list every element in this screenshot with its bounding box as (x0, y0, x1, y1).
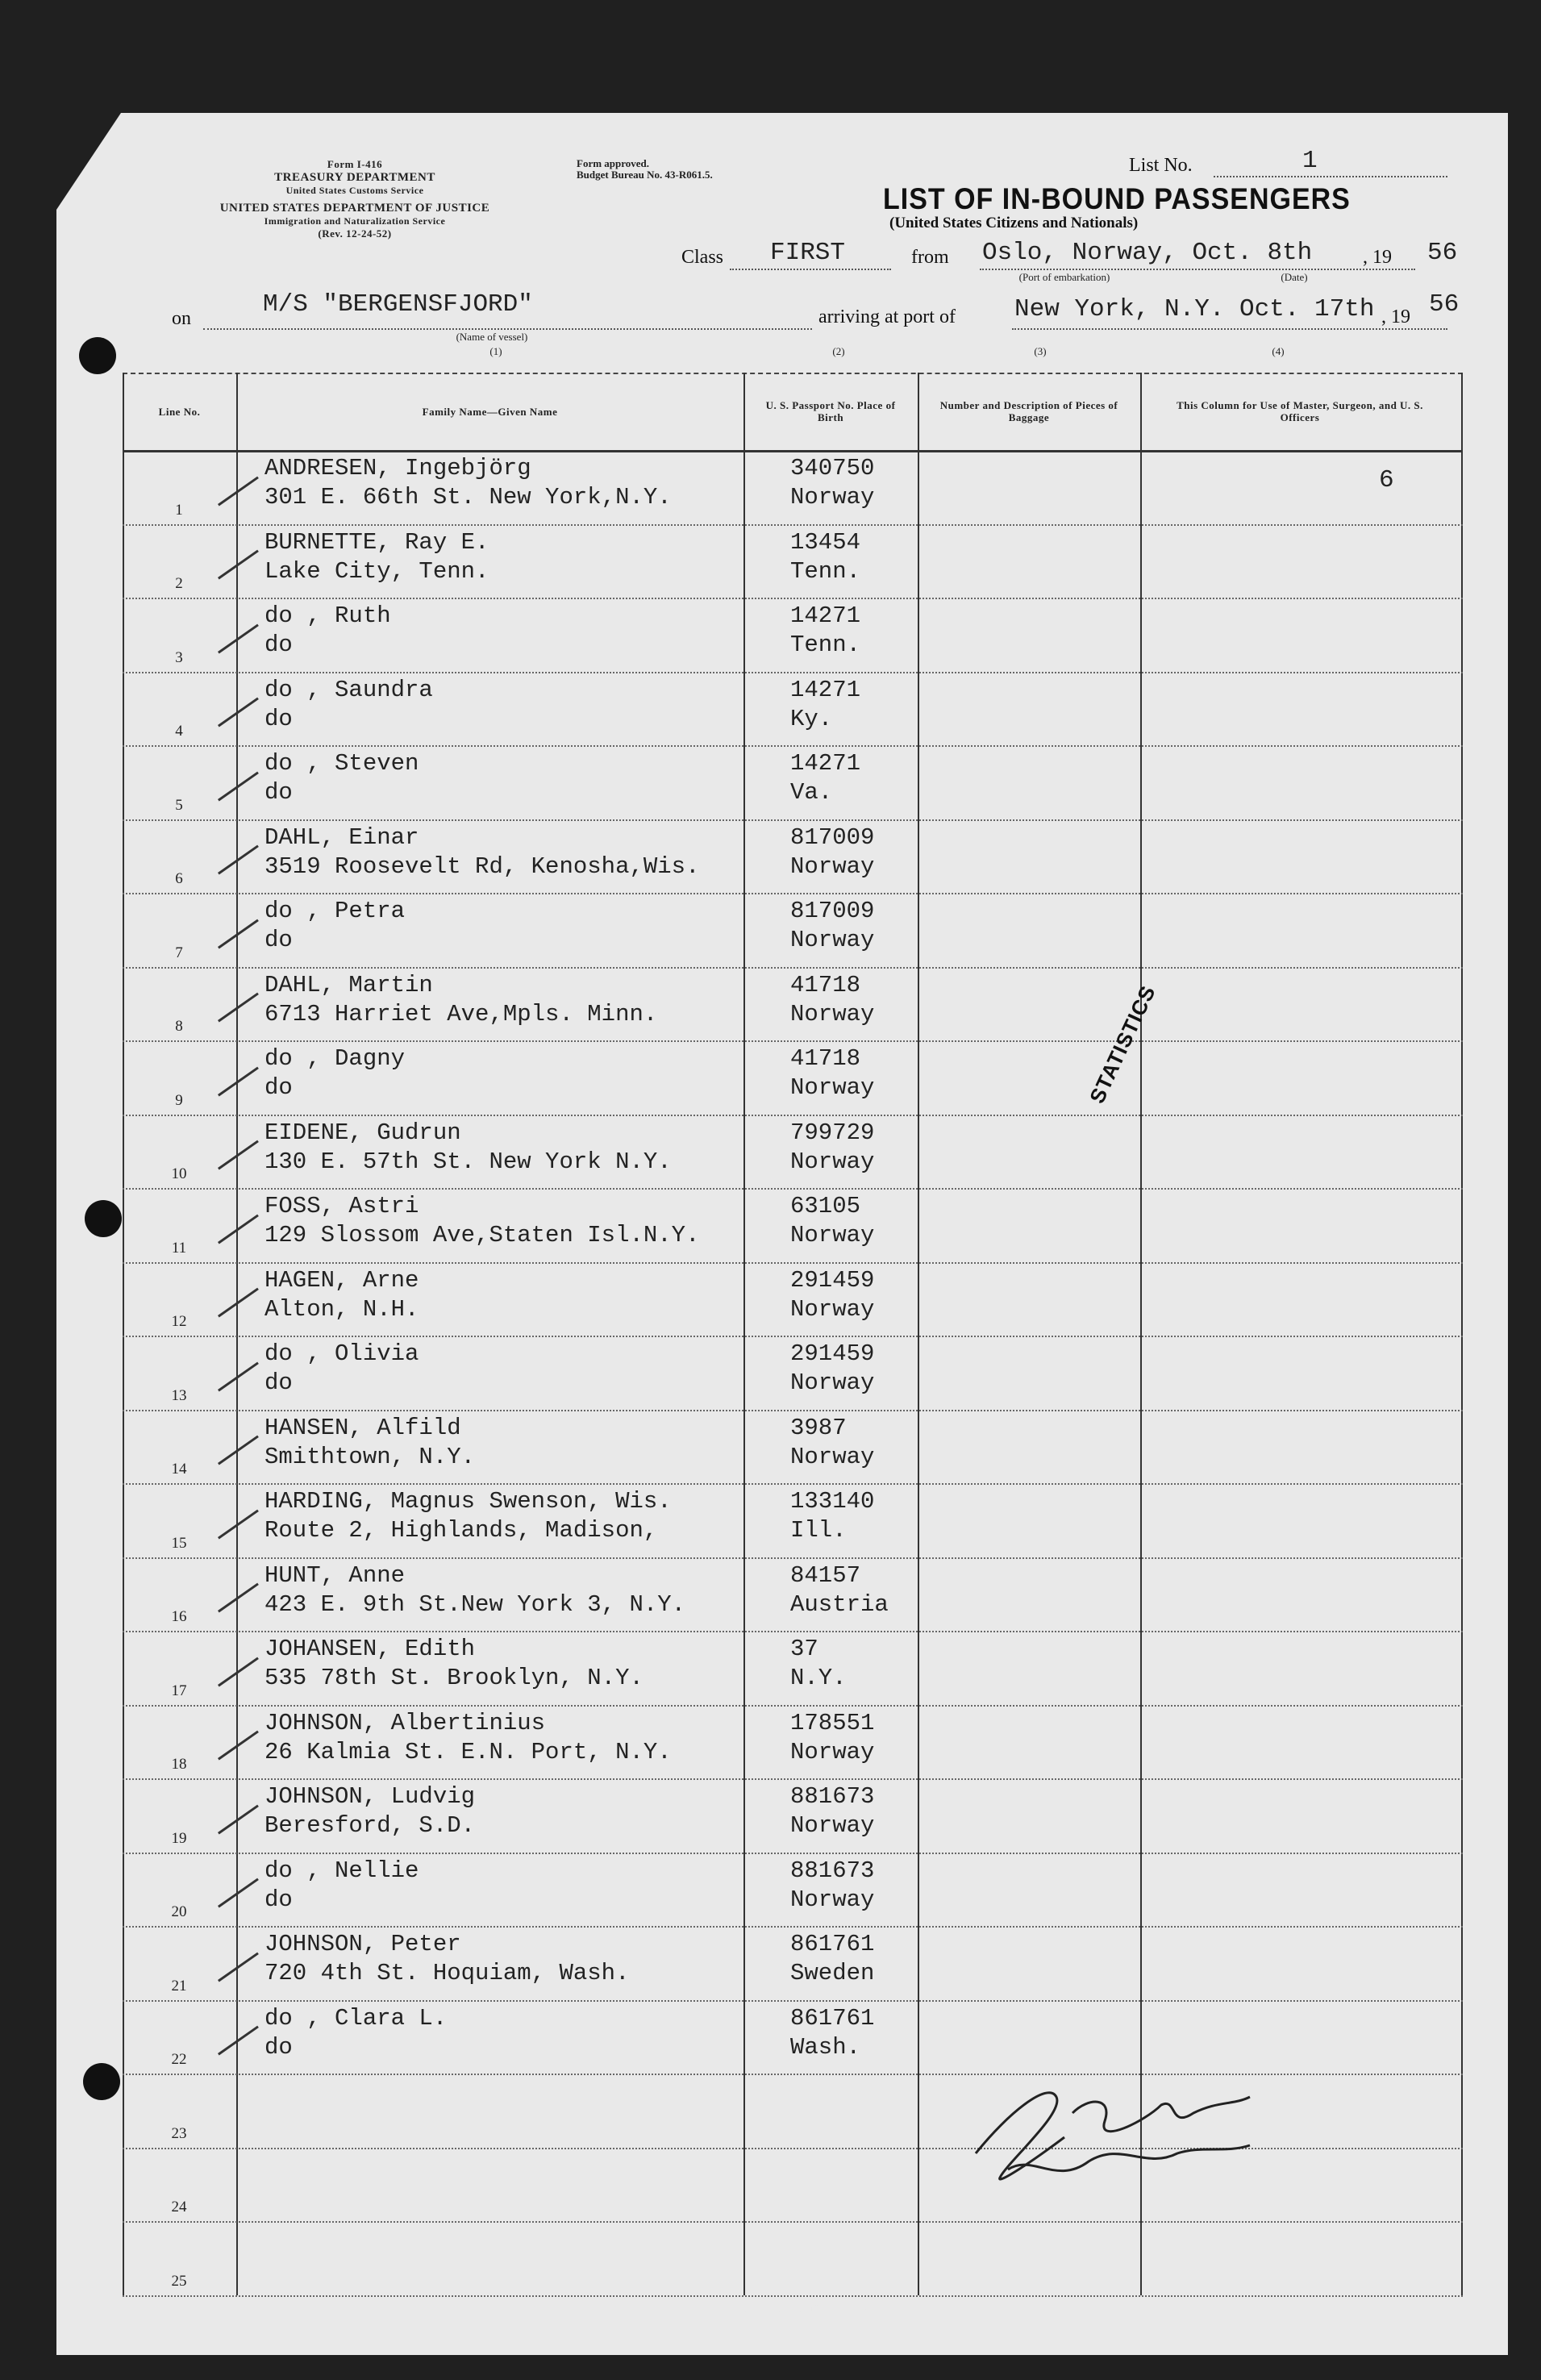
page-subtitle: (United States Citizens and Nationals) (889, 215, 1139, 231)
form-approved: Form approved. (577, 157, 650, 169)
passenger-address: do (264, 705, 293, 732)
approval-info (577, 158, 754, 181)
table-row (123, 1926, 1463, 2000)
passenger-name: JOHNSON, Peter (264, 1931, 461, 1957)
punch-hole-icon (83, 2063, 120, 2100)
passenger-name: do , Clara L. (264, 2004, 448, 2032)
passenger-address: Alton, N.H. (264, 1295, 419, 1323)
line-number: 20 (171, 1903, 187, 1920)
line-number: 17 (171, 1682, 187, 1699)
passenger-address: do (264, 779, 293, 806)
table-row (123, 1336, 1463, 1410)
budget-bureau: Budget Bureau No. 43-R061.5. (577, 169, 713, 181)
table-row (123, 2000, 1463, 2074)
table-row (123, 967, 1463, 1041)
class-label: Class (681, 247, 724, 268)
table-row (123, 1040, 1463, 1115)
passenger-address: Route 2, Highlands, Madison, (264, 1517, 658, 1544)
passport-number: 861761 (790, 2004, 875, 2032)
table-row (123, 2221, 1463, 2295)
passport-number: 84157 (790, 1561, 861, 1589)
passenger-address: do (264, 1369, 293, 1396)
year-prefix-2: , 19 (1381, 306, 1410, 327)
passenger-address: 6713 Harriet Ave,Mpls. Minn. (264, 1000, 658, 1027)
passenger-address: do (264, 927, 293, 953)
passport-number: 861761 (790, 1931, 875, 1957)
table-row (123, 1483, 1463, 1557)
passenger-name: JOHANSEN, Edith (264, 1636, 476, 1662)
year-prefix: , 19 (1363, 247, 1392, 268)
place-of-birth: Norway (790, 1812, 875, 1839)
passenger-name: JOHNSON, Ludvig (264, 1783, 476, 1810)
table-row (123, 1410, 1463, 1484)
line-number: 8 (175, 1018, 183, 1035)
table-row (123, 524, 1463, 598)
line-number: 9 (175, 1091, 183, 1109)
passenger-name: do , Nellie (264, 1857, 419, 1884)
vessel-name: M/S "BERGENSFJORD" (263, 290, 533, 319)
place-of-birth: Norway (790, 927, 875, 953)
passenger-address: do (264, 1886, 293, 1913)
table-row (123, 1778, 1463, 1853)
passenger-name: do , Dagny (264, 1045, 406, 1072)
officer-note: 6 (1379, 466, 1394, 494)
place-of-birth: N.Y. (790, 1665, 847, 1691)
table-row (123, 598, 1463, 672)
line-number: 7 (175, 944, 183, 961)
passenger-name: HARDING, Magnus Swenson, Wis. (264, 1488, 672, 1515)
col-header-line-no: Line No. (158, 405, 201, 418)
passenger-name: BURNETTE, Ray E. (264, 528, 489, 556)
punch-hole-icon (85, 1200, 122, 1237)
col-num-1: (1) (489, 345, 502, 357)
place-of-birth: Norway (790, 1886, 875, 1913)
passport-number: 291459 (790, 1266, 875, 1294)
punch-hole-icon (79, 337, 116, 374)
passenger-address: Lake City, Tenn. (264, 557, 489, 585)
arrival-value: New York, N.Y. Oct. 17th (1014, 295, 1375, 323)
place-of-birth: Tenn. (790, 557, 861, 585)
passenger-address: 301 E. 66th St. New York,N.Y. (264, 484, 672, 511)
year-value-2: 56 (1429, 290, 1460, 319)
passport-number: 14271 (790, 602, 861, 629)
passenger-address: do (264, 2033, 293, 2061)
line-number: 1 (175, 501, 183, 519)
line-number: 5 (175, 796, 183, 814)
date-caption: (Date) (1281, 271, 1308, 283)
passenger-name: do , Steven (264, 750, 419, 777)
from-label: from (911, 247, 949, 268)
line-number: 21 (171, 1977, 187, 1994)
passenger-name: FOSS, Astri (264, 1193, 419, 1219)
line-number: 13 (171, 1386, 187, 1404)
passport-number: 41718 (790, 971, 861, 998)
place-of-birth: Norway (790, 1369, 875, 1396)
place-of-birth: Norway (790, 484, 875, 511)
passenger-name: EIDENE, Gudrun (264, 1119, 461, 1146)
place-of-birth: Austria (790, 1590, 889, 1618)
port-caption: (Port of embarkation) (1018, 271, 1110, 283)
place-of-birth: Norway (790, 1295, 875, 1323)
page-title: LIST OF IN-BOUND PASSENGERS (883, 182, 1351, 216)
col-header-officers: This Column for Use of Master, Surgeon, and U. S. Officers (1177, 399, 1423, 423)
passport-number: 41718 (790, 1045, 861, 1072)
statistics-stamp: STATISTICS (1085, 981, 1160, 1107)
table-row (123, 1115, 1463, 1189)
line-number: 19 (171, 1829, 187, 1847)
place-of-birth: Va. (790, 779, 833, 806)
signature-icon (960, 2065, 1298, 2194)
passport-number: 340750 (790, 455, 875, 481)
line-number: 18 (171, 1756, 187, 1773)
place-of-birth: Ill. (790, 1517, 847, 1544)
passport-number: 799729 (790, 1119, 875, 1146)
passenger-name: HUNT, Anne (264, 1561, 406, 1589)
passport-number: 37 (790, 1636, 818, 1662)
passport-number: 817009 (790, 898, 875, 924)
line-number: 4 (175, 723, 183, 740)
passenger-address: 423 E. 9th St.New York 3, N.Y. (264, 1590, 686, 1618)
col-header-passport: U. S. Passport No. Place of Birth (765, 399, 896, 423)
line-number: 15 (171, 1534, 187, 1552)
line-number: 12 (171, 1313, 187, 1330)
treasury-dept: TREASURY DEPARTMENT (274, 171, 435, 184)
place-of-birth: Tenn. (790, 631, 861, 658)
revision: (Rev. 12-24-52) (318, 227, 392, 240)
arriving-label: arriving at port of (818, 306, 956, 327)
line-number: 11 (171, 1239, 187, 1257)
place-of-birth: Norway (790, 1148, 875, 1175)
col-num-4: (4) (1272, 345, 1285, 357)
passenger-name: ANDRESEN, Ingebjörg (264, 455, 531, 481)
table-row (123, 893, 1463, 967)
table-row (123, 1853, 1463, 1927)
passport-number: 291459 (790, 1340, 875, 1367)
passenger-name: JOHNSON, Albertinius (264, 1709, 546, 1736)
passenger-table (123, 373, 1463, 2295)
line-number: 10 (171, 1165, 187, 1182)
line-number: 2 (175, 575, 183, 592)
passenger-address: Smithtown, N.Y. (264, 1443, 476, 1470)
passenger-name: HANSEN, Alfild (264, 1414, 461, 1441)
line-number: 3 (175, 648, 183, 666)
form-number: Form I-416 (327, 158, 383, 170)
ins-service: Immigration and Naturalization Service (264, 215, 446, 227)
passport-number: 3987 (790, 1414, 847, 1441)
passport-number: 178551 (790, 1709, 875, 1736)
line-number: 23 (171, 2124, 187, 2142)
place-of-birth: Ky. (790, 705, 833, 732)
passport-number: 13454 (790, 528, 861, 556)
col-num-3: (3) (1034, 345, 1047, 357)
year-value-1: 56 (1427, 239, 1458, 267)
line-number: 16 (171, 1608, 187, 1625)
vessel-caption: (Name of vessel) (456, 331, 528, 343)
table-row (123, 1631, 1463, 1705)
passenger-address: 26 Kalmia St. E.N. Port, N.Y. (264, 1738, 672, 1765)
line-number: 14 (171, 1461, 187, 1478)
justice-dept: UNITED STATES DEPARTMENT OF JUSTICE (219, 202, 490, 215)
table-row (123, 819, 1463, 894)
place-of-birth: Norway (790, 852, 875, 880)
place-of-birth: Sweden (790, 1960, 875, 1986)
passenger-name: do , Olivia (264, 1340, 419, 1367)
passenger-address: 130 E. 57th St. New York N.Y. (264, 1148, 672, 1175)
passenger-name: HAGEN, Arne (264, 1266, 419, 1294)
passenger-name: do , Saundra (264, 676, 433, 703)
table-row (123, 1705, 1463, 1779)
place-of-birth: Norway (790, 1000, 875, 1027)
place-of-birth: Norway (790, 1074, 875, 1101)
place-of-birth: Norway (790, 1443, 875, 1470)
passport-number: 817009 (790, 823, 875, 851)
passport-number: 881673 (790, 1783, 875, 1810)
table-row (123, 450, 1463, 524)
line-number: 22 (171, 2051, 187, 2068)
list-no-label: List No. (1129, 155, 1193, 176)
table-row (123, 672, 1463, 746)
passenger-name: DAHL, Einar (264, 823, 419, 851)
place-of-birth: Norway (790, 1738, 875, 1765)
table-row (123, 745, 1463, 819)
place-of-birth: Wash. (790, 2033, 861, 2061)
passenger-address: 535 78th St. Brooklyn, N.Y. (264, 1665, 643, 1691)
passenger-address: do (264, 1074, 293, 1101)
passenger-address: 720 4th St. Hoquiam, Wash. (264, 1960, 630, 1986)
passenger-name: do , Ruth (264, 602, 391, 629)
passport-number: 63105 (790, 1193, 861, 1219)
passport-number: 14271 (790, 676, 861, 703)
passenger-address: do (264, 631, 293, 658)
customs-service: United States Customs Service (285, 185, 424, 196)
passport-number: 133140 (790, 1488, 875, 1515)
form-info (185, 158, 524, 240)
passport-number: 881673 (790, 1857, 875, 1884)
passport-number: 14271 (790, 750, 861, 777)
footer-imprint: For sale by Statistical Press, Inc., New York, N. Y. (656, 2303, 885, 2315)
line-number: 24 (171, 2199, 187, 2215)
col-header-baggage: Number and Description of Pieces of Baggage (939, 399, 1118, 423)
col-header-name: Family Name—Given Name (422, 405, 558, 418)
table-row (123, 1188, 1463, 1262)
col-num-2: (2) (832, 345, 845, 357)
passenger-name: do , Petra (264, 898, 406, 924)
place-of-birth: Norway (790, 1222, 875, 1248)
line-number: 25 (171, 2272, 187, 2290)
passenger-address: 3519 Roosevelt Rd, Kenosha,Wis. (264, 852, 700, 880)
passenger-name: DAHL, Martin (264, 971, 433, 998)
from-value: Oslo, Norway, Oct. 8th (982, 239, 1313, 267)
passenger-address: 129 Slossom Ave,Staten Isl.N.Y. (264, 1222, 700, 1248)
table-row (123, 1557, 1463, 1632)
table-row (123, 1262, 1463, 1336)
line-number: 6 (175, 870, 183, 887)
passenger-address: Beresford, S.D. (264, 1812, 476, 1839)
list-no-value: 1 (1302, 147, 1318, 175)
on-label: on (172, 308, 191, 329)
class-value: FIRST (770, 239, 846, 267)
